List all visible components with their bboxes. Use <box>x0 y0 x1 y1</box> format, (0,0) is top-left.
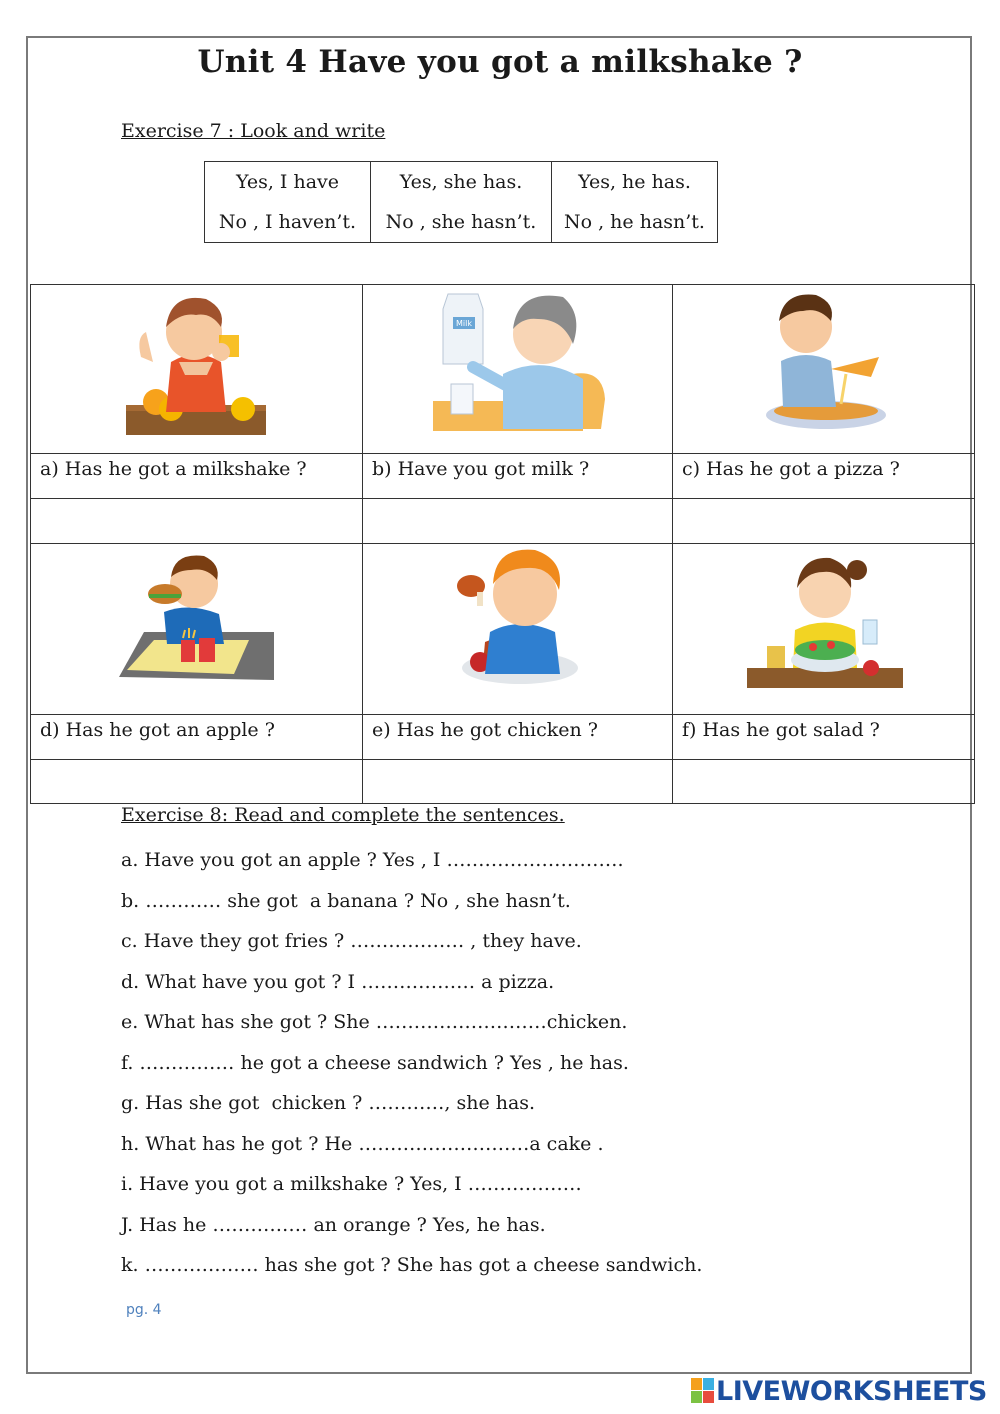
girl-eating-salad-image <box>745 550 905 690</box>
answer-input-c[interactable] <box>672 498 975 544</box>
sentence-i: i. Have you got a milkshake ? Yes, I ……………… <box>121 1173 582 1195</box>
answer-no: No , I haven’t. <box>218 211 357 233</box>
answer-options-table <box>204 161 718 243</box>
answer-no: No , he hasn’t. <box>564 211 705 233</box>
question-c: c) Has he got a pizza ? <box>672 453 975 499</box>
page-title: Unit 4 Have you got a milkshake ? <box>197 44 803 80</box>
sentence-a: a. Have you got an apple ? Yes , I ………………………. <box>121 849 624 871</box>
boy-drinking-juice-image <box>121 287 271 437</box>
liveworksheets-logo[interactable] <box>690 1374 987 1408</box>
question-a: a) Has he got a milkshake ? <box>30 453 363 499</box>
picture-cell-f <box>672 543 975 715</box>
sentence-d: d. What have you got ? I ……………… a pizza. <box>121 970 555 993</box>
answer-yes: Yes, he has. <box>578 171 691 193</box>
picture-question-grid <box>30 284 975 804</box>
answer-yes: Yes, I have <box>235 171 340 193</box>
answer-input-a[interactable] <box>30 498 363 544</box>
question-d: d) Has he got an apple ? <box>30 714 363 760</box>
exercise-8-heading: Exercise 8: Read and complete the sentences. <box>121 804 565 826</box>
sentence-f: f. …………… he got a cheese sandwich ? Yes , he has. <box>121 1051 629 1074</box>
sentence-h: h. What has he got ? He ………………………a cake . <box>121 1132 604 1155</box>
answer-yes: Yes, she has. <box>399 171 523 193</box>
picture-cell-c <box>672 284 975 454</box>
exercise-8-sentences <box>121 845 702 1291</box>
boy-eating-chicken-image <box>455 544 585 689</box>
sentence-b: b. ………… she got a banana ? No , she hasn’t. <box>121 889 571 912</box>
answer-no: No , she hasn’t. <box>385 211 537 233</box>
sentence-g: g. Has she got chicken ? …………, she has. <box>121 1092 536 1114</box>
answer-input-e[interactable] <box>362 759 673 804</box>
sentence-k: k. ……………… has she got ? She has got a cheese sandwich. <box>121 1254 703 1276</box>
boy-eating-burger-image <box>119 552 279 687</box>
picture-cell-e <box>362 543 673 715</box>
answer-input-b[interactable] <box>362 498 673 544</box>
sentence-c: c. Have they got fries ? ……………… , they have. <box>121 930 582 952</box>
picture-cell-d <box>30 543 363 715</box>
man-with-milk-image <box>433 289 608 439</box>
page-number: pg. 4 <box>126 1302 162 1318</box>
question-e: e) Has he got chicken ? <box>362 714 673 760</box>
picture-cell-b <box>362 284 673 454</box>
answer-option-she <box>371 162 552 243</box>
sentence-j: J. Has he …………… an orange ? Yes, he has. <box>121 1213 546 1236</box>
sentence-e: e. What has she got ? She ………………………chicken. <box>121 1011 628 1033</box>
liveworksheets-logo-text: LIVEWORKSHEETS <box>716 1375 987 1407</box>
exercise-7-heading: Exercise 7 : Look and write <box>121 120 386 142</box>
liveworksheets-logo-icon <box>690 1376 716 1406</box>
boy-eating-pizza-image <box>761 289 891 434</box>
answer-input-d[interactable] <box>30 759 363 804</box>
question-f: f) Has he got salad ? <box>672 714 975 760</box>
question-b: b) Have you got milk ? <box>362 453 673 499</box>
answer-option-he <box>552 162 718 243</box>
picture-cell-a <box>30 284 363 454</box>
answer-input-f[interactable] <box>672 759 975 804</box>
answer-option-i <box>205 162 371 243</box>
milk-label: Milk <box>456 319 472 328</box>
